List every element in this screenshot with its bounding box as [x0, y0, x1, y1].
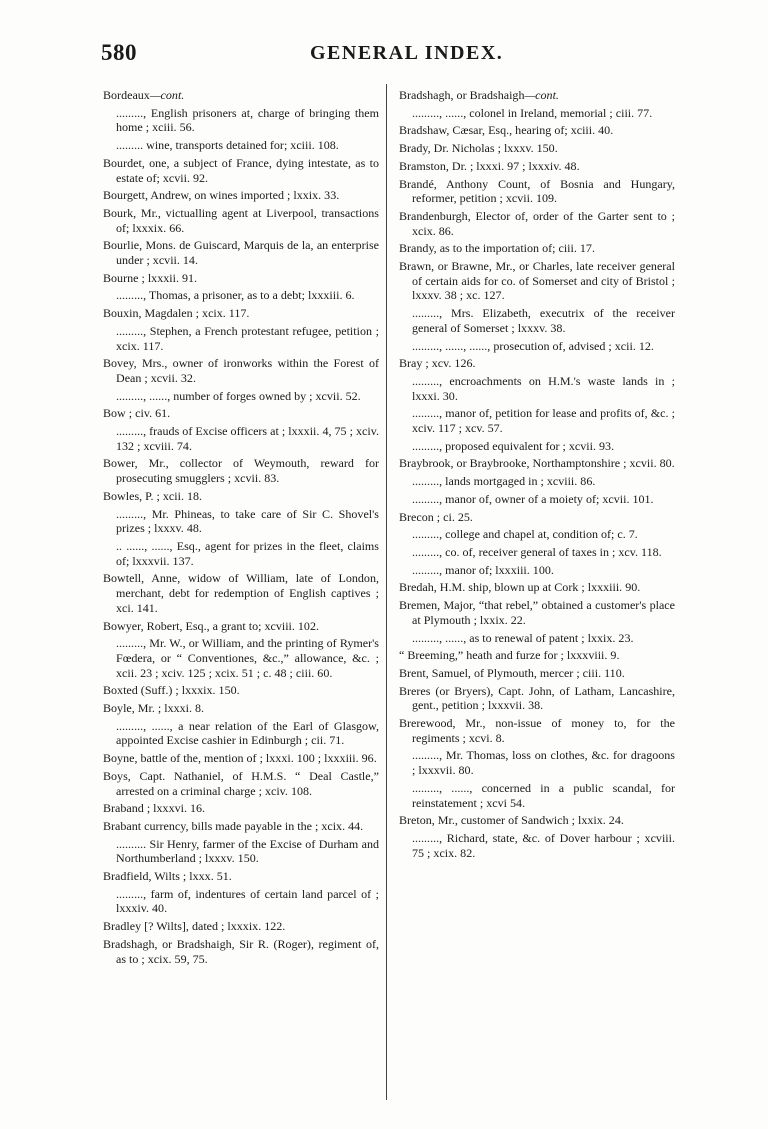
index-entry: Bower, Mr., collector of Weymouth, reward for prosecuting smugglers ; xcvii. 83.: [103, 456, 379, 486]
index-entry: Bourlie, Mons. de Guiscard, Marquis de la, an enterprise under ; xcvii. 14.: [103, 238, 379, 268]
index-entry: ........., ......, ......, prosecution of, advised ; xcii. 12.: [412, 338, 654, 353]
index-entry: Brandé, Anthony Count, of Bosnia and Hungary, reformer, petition ; xcvii. 109.: [399, 176, 675, 206]
index-entry: .. ......, ......, Esq., agent for prizes in the fleet, claims of; lxxxvii. 137.: [116, 538, 379, 568]
continuation-heading: [399, 88, 675, 103]
index-entry: .......... Sir Henry, farmer of the Excise of Durham and Northumberland ; lxxxv. 150.: [116, 836, 379, 866]
continuation-mark: —cont.: [149, 88, 185, 102]
index-entry: Bourgett, Andrew, on wines imported ; lxxix. 33.: [103, 188, 340, 203]
index-entry: Bourdet, one, a subject of France, dying intestate, as to estate of; xcvii. 92.: [103, 155, 379, 185]
index-entry: Brabant currency, bills made payable in the ; xcix. 44.: [103, 818, 364, 833]
column-divider: [386, 84, 387, 1100]
index-entry: ........., Thomas, a prisoner, as to a debt; lxxxiii. 6.: [116, 288, 355, 303]
continuation-mark: —cont.: [524, 88, 559, 102]
continuation-heading-text: Bordeaux: [103, 88, 150, 102]
continuation-heading: [103, 88, 379, 103]
index-entry: “ Breeming,” heath and furze for ; lxxxviii. 9.: [399, 648, 620, 663]
index-entry: ........., ......, colonel in Ireland, memorial ; ciii. 77.: [412, 105, 653, 120]
index-entry: ........., Mrs. Elizabeth, executrix of the receiver general of Somerset ; lxxxv. 38.: [412, 306, 675, 335]
index-entry: Brent, Samuel, of Plymouth, mercer ; ciii. 110.: [399, 665, 625, 680]
index-entry: Bradfield, Wilts ; lxxx. 51.: [103, 869, 232, 884]
index-entry: Brandenburgh, Elector of, order of the Garter sent to ; xcix. 86.: [399, 208, 675, 238]
page-header: [0, 40, 768, 76]
index-entry: Brawn, or Brawne, Mr., or Charles, late receiver general of certain aids for co. of Somerset and city of Bristol ; lxxxv. 38 ; xc. 127.: [399, 259, 675, 303]
index-entry: Bouxin, Magdalen ; xcix. 117.: [103, 306, 250, 321]
index-entry: ........., Mr. Thomas, loss on clothes, &c. for dragoons ; lxxxvii. 80.: [412, 748, 675, 778]
index-entry: Boxted (Suff.) ; lxxxix. 150.: [103, 683, 240, 698]
index-entry: Bovey, Mrs., owner of ironworks within the Forest of Dean ; xcvii. 32.: [103, 356, 379, 385]
right-entry-list: [399, 106, 675, 861]
index-entry: Brecon ; ci. 25.: [399, 509, 473, 524]
index-entry: Boyle, Mr. ; lxxxi. 8.: [103, 701, 205, 716]
index-entry: ........., manor of, petition for lease and profits of, &c. ; xciv. 117 ; xcv. 57.: [412, 406, 675, 436]
index-entry: ......... wine, transports detained for; xciii. 108.: [116, 138, 339, 153]
index-entry: Brandy, as to the importation of; ciii. 17.: [399, 241, 595, 256]
index-entry: Bourk, Mr., victualling agent at Liverpool, transactions of; lxxxix. 66.: [103, 205, 379, 235]
running-title: GENERAL INDEX.: [310, 42, 504, 64]
index-entry: Bradley [? Wilts], dated ; lxxxix. 122.: [103, 919, 286, 934]
index-entry: Bowyer, Robert, Esq., a grant to; xcviii. 102.: [103, 618, 319, 633]
index-entry: Bradshaw, Cæsar, Esq., hearing of; xciii. 40.: [399, 123, 614, 138]
left-entry-list: [103, 106, 379, 967]
index-entry: Braybrook, or Braybrooke, Northamptonshire ; xcvii. 80.: [399, 456, 675, 471]
index-entry: Brerewood, Mr., non-issue of money to, for the regiments ; xcvi. 8.: [399, 716, 675, 745]
index-entry: Bremen, Major, “that rebel,” obtained a customer's place at Plymouth ; lxxix. 22.: [399, 598, 675, 627]
index-entry: Bramston, Dr. ; lxxxi. 97 ; lxxxiv. 48.: [399, 158, 580, 173]
index-entry: ........., encroachments on H.M.'s waste lands in ; lxxxi. 30.: [412, 373, 675, 403]
index-entry: Boys, Capt. Nathaniel, of H.M.S. “ Deal Castle,” arrested on a criminal charge ; xciv. 108.: [103, 768, 379, 798]
index-entry: Bredah, H.M. ship, blown up at Cork ; lxxxiii. 90.: [399, 580, 641, 595]
index-entry: Braband ; lxxxvi. 16.: [103, 801, 206, 816]
index-entry: ........., ......, as to renewal of patent ; lxxix. 23.: [412, 630, 634, 645]
index-entry: ........., Stephen, a French protestant refugee, petition ; xcix. 117.: [116, 323, 379, 353]
index-entry: Bow ; civ. 61.: [103, 406, 171, 421]
index-entry: ........., co. of, receiver general of taxes in ; xcv. 118.: [412, 544, 662, 559]
index-entry: Boyne, battle of the, mention of ; lxxxi. 100 ; lxxxiii. 96.: [103, 751, 377, 766]
index-entry: Bowles, P. ; xcii. 18.: [103, 488, 203, 503]
continuation-heading-text: Bradshagh, or Bradshaigh: [399, 88, 525, 102]
index-entry: ........., Mr. W., or William, and the printing of Rymer's Fœdera, or “ Conventiones, &c.,” allowance, &c. ; xcii. 23 ; xciv. 125 ; xcix. 51 ; c. 48 ; ciii. 60.: [116, 636, 379, 680]
index-entry: ........., proposed equivalent for ; xcvii. 93.: [412, 438, 615, 453]
index-entry: ........., lands mortgaged in ; xcviii. 86.: [412, 474, 596, 489]
index-entry: ........., manor of, owner of a moiety of; xcvii. 101.: [412, 491, 654, 506]
index-entry: Bray ; xcv. 126.: [399, 356, 476, 371]
index-entry: Bradshagh, or Bradshaigh, Sir R. (Roger), regiment of, as to ; xcix. 59, 75.: [103, 936, 379, 966]
index-entry: ........., manor of; lxxxiii. 100.: [412, 562, 554, 577]
index-entry: ........., Richard, state, &c. of Dover harbour ; xcviii. 75 ; xcix. 82.: [412, 830, 675, 860]
index-entry: ........., frauds of Excise officers at ; lxxxii. 4, 75 ; xciv. 132 ; xcviii. 74.: [116, 424, 379, 453]
left-column: [103, 88, 379, 969]
index-entry: Brady, Dr. Nicholas ; lxxxv. 150.: [399, 141, 558, 156]
index-entry: Breres (or Bryers), Capt. John, of Latham, Lancashire, gent., petition ; lxxxvii. 38.: [399, 683, 675, 713]
page-number: 580: [101, 40, 137, 65]
right-column: [399, 88, 675, 863]
index-entry: Bourne ; lxxxii. 91.: [103, 270, 198, 285]
index-entry: ........., Mr. Phineas, to take care of Sir C. Shovel's prizes ; lxxxv. 48.: [116, 506, 379, 536]
index-entry: ........., farm of, indentures of certain land parcel of ; lxxxiv. 40.: [116, 886, 379, 916]
index-entry: Bowtell, Anne, widow of William, late of London, merchant, debt for redemption of English captives ; xci. 141.: [103, 571, 379, 615]
index-entry: Breton, Mr., customer of Sandwich ; lxxix. 24.: [399, 813, 624, 828]
index-entry: ........., college and chapel at, condition of; c. 7.: [412, 527, 638, 542]
index-entry: ........., ......, concerned in a public scandal, for reinstatement ; xcvi 54.: [412, 780, 675, 810]
index-entry: ........., ......, a near relation of the Earl of Glasgow, appointed Excise cashier in Edinburgh ; cii. 71.: [116, 718, 379, 748]
index-entry: ........., English prisoners at, charge of bringing them home ; xciii. 56.: [116, 105, 379, 135]
index-entry: ........., ......, number of forges owned by ; xcvii. 52.: [116, 388, 361, 403]
